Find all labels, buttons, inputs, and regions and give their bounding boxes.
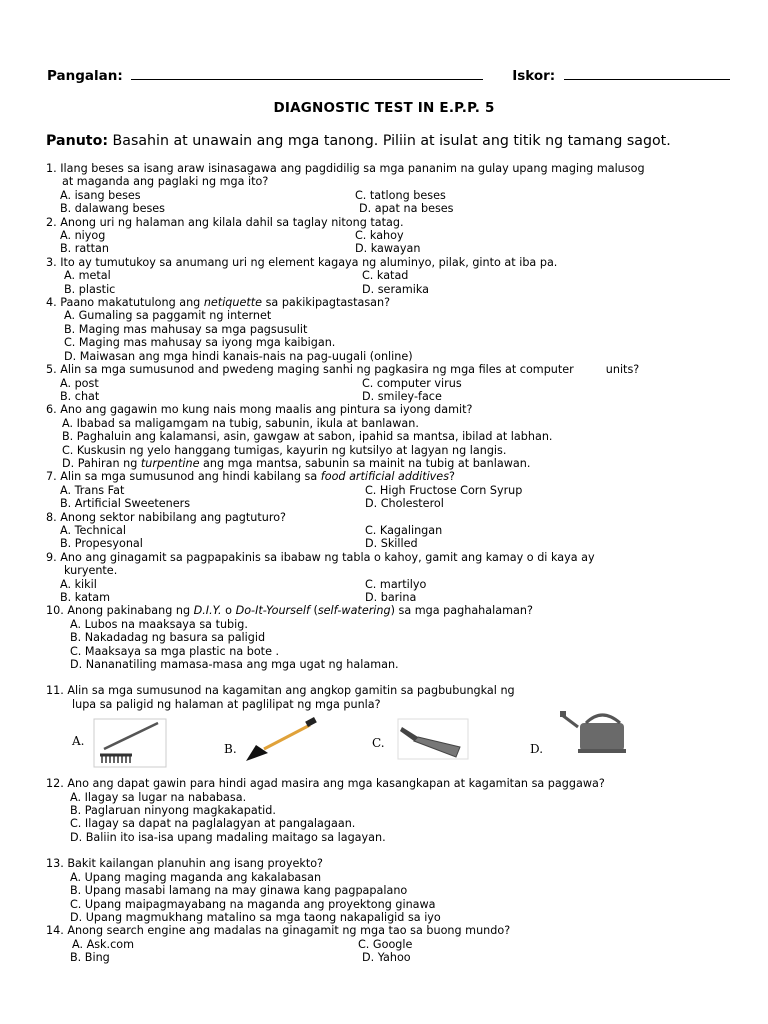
question-11 <box>46 684 736 777</box>
choice-d[interactable]: D. Pahiran ng turpentine ang mga mantsa, sabunin sa mainit na tubig at banlawan. <box>62 456 531 470</box>
question-text: 9. Ano ang ginagamit sa pagpapakinis sa ibabaw ng tabla o kahoy, gamit ang kamay o di kaya ay <box>46 550 595 564</box>
choice-d[interactable]: D. Cholesterol <box>365 497 444 511</box>
question-text: 10. Anong pakinabang ng D.I.Y. o Do-It-Yourself (self-watering) sa mga paghahalaman? <box>46 604 533 618</box>
choice-a[interactable]: A. Ilagay sa lugar na nababasa. <box>70 790 247 804</box>
choice-c[interactable]: C. kahoy <box>355 229 404 243</box>
choice-c[interactable]: C. <box>372 736 385 751</box>
question-6 <box>46 403 736 470</box>
choice-a[interactable]: A. Lubos na maaksaya sa tubig. <box>70 617 248 631</box>
choice-a[interactable]: A. metal <box>64 269 111 283</box>
choice-a[interactable]: A. kikil <box>60 577 97 591</box>
name-field[interactable] <box>131 67 483 80</box>
choice-c[interactable]: C. Kuskusin ng yelo hanggang tumigas, kayurin ng kutsilyo at lagyan ng langis. <box>62 443 507 457</box>
question-text: 1. Ilang beses sa isang araw isinasagawa ang pagdidilig sa mga pananim na gulay upang maging malusog <box>46 162 645 175</box>
question-text: 3. Ito ay tumutukoy sa anumang uri ng element kagaya ng aluminyo, pilak, ginto at iba pa. <box>46 255 558 269</box>
choice-a[interactable]: A. Ibabad sa maligamgam na tubig, sabunin, ikula at banlawan. <box>62 416 419 430</box>
choice-a[interactable]: A. Ask.com <box>72 937 134 951</box>
question-text: 6. Ano ang gagawin mo kung nais mong maalis ang pintura sa iyong damit? <box>46 403 473 417</box>
choice-b[interactable]: B. Upang masabi lamang na may ginawa kang pagpapalano <box>70 884 408 898</box>
choice-c[interactable]: C. Ilagay sa dapat na paglalagyan at pangalagaan. <box>70 817 356 831</box>
choice-d[interactable]: D. kawayan <box>355 242 421 256</box>
choice-b[interactable]: B. plastic <box>64 282 116 296</box>
trowel-icon[interactable] <box>396 717 470 761</box>
question-8 <box>46 511 736 551</box>
choice-c[interactable]: C. Maging mas mahusay sa iyong mga kaibigan. <box>64 336 336 350</box>
choice-b[interactable]: B. Nakadadag ng basura sa paligid <box>70 631 266 645</box>
score-field[interactable] <box>564 67 730 80</box>
choice-d[interactable]: D. <box>530 742 544 757</box>
question-list <box>46 162 736 965</box>
instructions <box>46 133 671 149</box>
choice-d[interactable]: D. smiley-face <box>362 389 442 403</box>
shovel-icon[interactable] <box>242 717 322 767</box>
question-text: 11. Alin sa mga sumusunod na kagamitan ang angkop gamitin sa pagbubungkal ng <box>46 684 515 698</box>
watering-can-icon[interactable] <box>558 709 640 759</box>
choice-b[interactable]: B. Artificial Sweeteners <box>60 497 191 511</box>
question-7 <box>46 470 736 510</box>
choice-a[interactable]: A. isang beses <box>60 188 141 202</box>
choice-a[interactable]: A. niyog <box>60 229 106 243</box>
question-text: 13. Bakit kailangan planuhin ang isang proyekto? <box>46 857 323 871</box>
choice-b[interactable]: B. katam <box>60 591 111 604</box>
choice-d[interactable]: D. seramika <box>362 282 430 296</box>
choice-a[interactable]: A. Technical <box>60 523 126 537</box>
question-4 <box>46 296 736 363</box>
choice-b[interactable]: B. Maging mas mahusay sa mga pagsusulit <box>64 322 308 336</box>
score-label: Iskor: <box>512 68 556 84</box>
student-info-header <box>47 67 727 84</box>
question-text: 4. Paano makatutulong ang netiquette sa pakikipagtastasan? <box>46 296 391 310</box>
choice-c[interactable]: C. katad <box>362 269 409 283</box>
question-text: 2. Anong uri ng halaman ang kilala dahil sa taglay nitong tatag. <box>46 215 404 229</box>
choice-a[interactable]: A. Upang maging maganda ang kakalabasan <box>70 870 322 884</box>
choice-b[interactable]: B. dalawang beses <box>60 202 165 216</box>
choice-a[interactable]: A. post <box>60 376 99 390</box>
question-12 <box>46 777 736 844</box>
choice-b[interactable]: B. Propesyonal <box>60 537 143 551</box>
rake-icon[interactable] <box>92 717 168 769</box>
instructions-label: Panuto: <box>46 133 108 149</box>
question-9 <box>46 551 736 605</box>
choice-d[interactable]: D. Upang magmukhang matalino sa mga taong nakapaligid sa iyo <box>70 910 441 924</box>
choice-c[interactable]: C. tatlong beses <box>355 188 446 202</box>
choice-d[interactable]: D. barina <box>365 591 417 604</box>
question-text: 7. Alin sa mga sumusunod ang hindi kabilang sa food artificial additives? <box>46 470 455 484</box>
question-5 <box>46 363 736 403</box>
name-label: Pangalan: <box>47 68 123 84</box>
choice-b[interactable]: B. Paglaruan ninyong magkakapatid. <box>70 804 276 818</box>
question-3 <box>46 256 736 296</box>
question-text-cont: at maganda ang paglaki ng mga ito? <box>62 175 269 189</box>
question-text-cont: kuryente. <box>64 564 118 578</box>
question-text-cont: lupa sa paligid ng halaman at paglilipat ng mga punla? <box>72 697 381 711</box>
choice-d[interactable]: D. Skilled <box>365 537 418 551</box>
question-13 <box>46 857 736 924</box>
choice-a[interactable]: A. <box>72 734 85 749</box>
choice-c[interactable]: C. Upang maipagmayabang na maganda ang proyektong ginawa <box>70 897 436 911</box>
choice-d[interactable]: D. Baliin ito isa-isa upang madaling maitago sa lagayan. <box>70 830 386 844</box>
question-text: 14. Anong search engine ang madalas na ginagamit ng mga tao sa buong mundo? <box>46 924 511 938</box>
question-text: 12. Ano ang dapat gawin para hindi agad masira ang mga kasangkapan at kagamitan sa paggawa? <box>46 777 605 791</box>
question-2 <box>46 216 736 256</box>
choice-a[interactable]: A. Gumaling sa paggamit ng internet <box>64 309 272 323</box>
choice-c[interactable]: C. High Fructose Corn Syrup <box>365 483 523 497</box>
choice-d[interactable]: D. Maiwasan ang mga hindi kanais-nais na pag-uugali (online) <box>64 349 413 363</box>
choice-d[interactable]: D. Yahoo <box>362 951 411 965</box>
choice-c[interactable]: C. Kagalingan <box>365 523 443 537</box>
choice-b[interactable]: B. Paghaluin ang kalamansi, asin, gawgaw at sabon, ipahid sa mantsa, ibilad at labhan. <box>62 430 553 444</box>
choice-c[interactable]: C. Google <box>358 937 413 951</box>
page-title: DIAGNOSTIC TEST IN E.P.P. 5 <box>273 100 495 116</box>
choice-b[interactable]: B. <box>224 742 237 757</box>
choice-b[interactable]: B. Bing <box>70 951 110 965</box>
choice-a[interactable]: A. Trans Fat <box>60 483 125 497</box>
choice-d[interactable]: D. Nananatiling mamasa-masa ang mga ugat ng halaman. <box>70 658 399 672</box>
question-14 <box>46 924 736 964</box>
question-10 <box>46 604 736 671</box>
question-text: 5. Alin sa mga sumusunod and pwedeng maging sanhi ng pagkasira ng mga files at computer units? <box>46 363 640 377</box>
choice-c[interactable]: C. computer virus <box>362 376 462 390</box>
question-text: 8. Anong sektor nabibilang ang pagtuturo? <box>46 510 286 524</box>
choice-d[interactable]: D. apat na beses <box>359 202 454 216</box>
choice-c[interactable]: C. martilyo <box>365 577 427 591</box>
instructions-text: Basahin at unawain ang mga tanong. Piliin at isulat ang titik ng tamang sagot. <box>112 133 671 149</box>
choice-b[interactable]: B. chat <box>60 389 100 403</box>
choice-b[interactable]: B. rattan <box>60 242 109 256</box>
question-1 <box>46 162 736 216</box>
choice-c[interactable]: C. Maaksaya sa mga plastic na bote . <box>70 644 280 658</box>
